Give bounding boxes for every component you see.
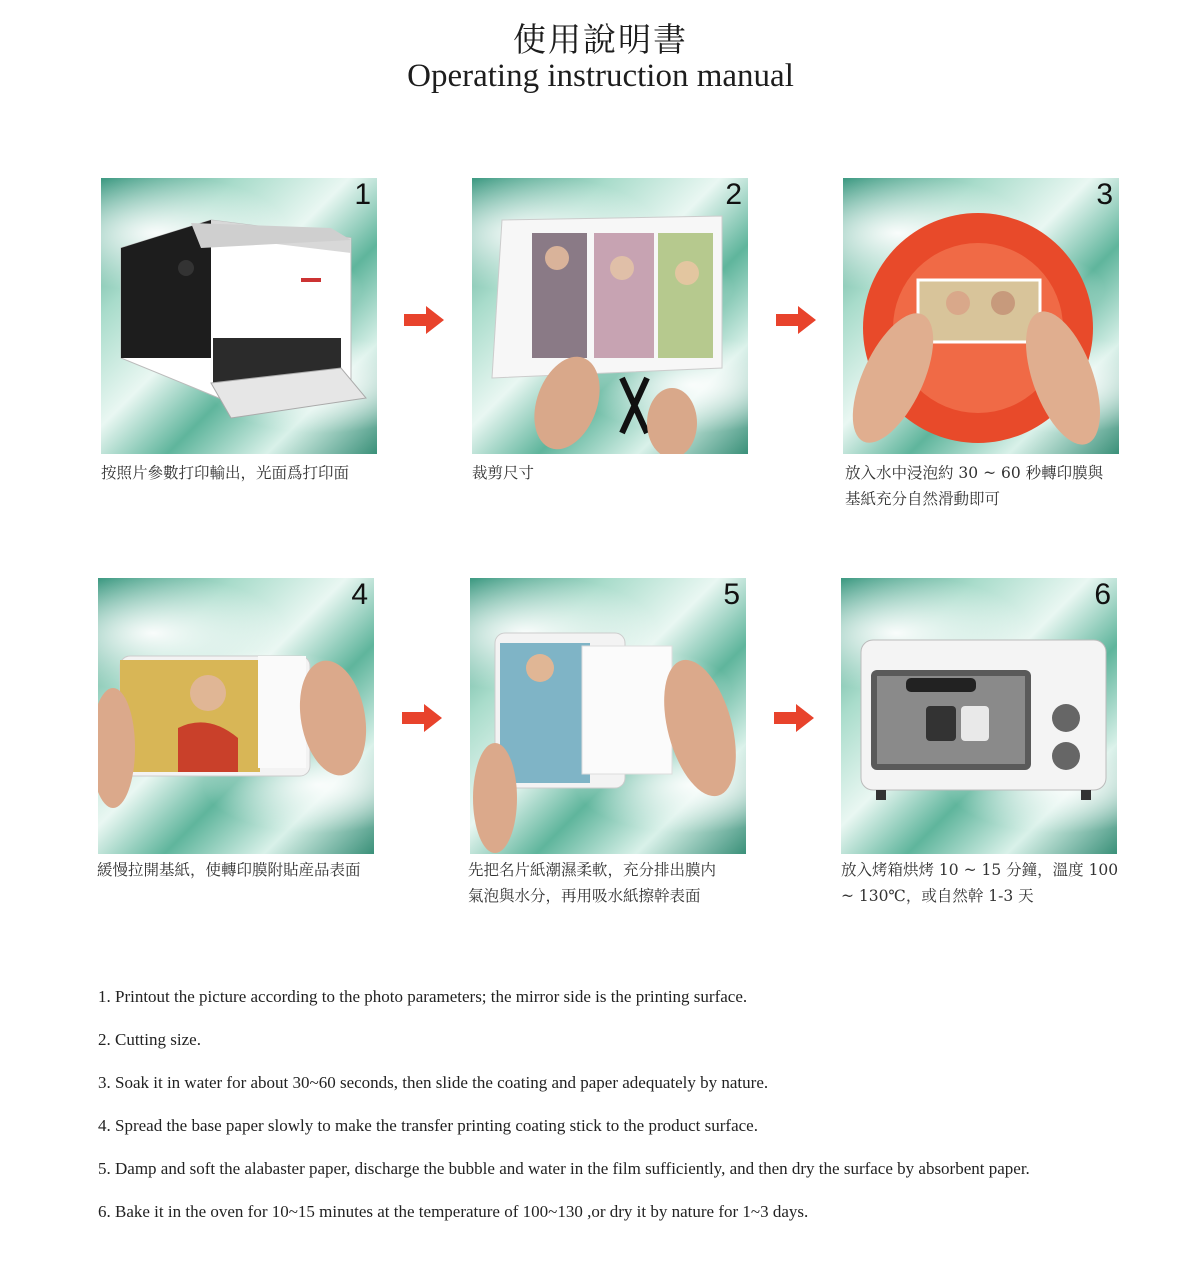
right-arrow-icon — [404, 306, 444, 334]
step-3-caption — [845, 460, 1135, 512]
mug-peel-illustration — [98, 578, 374, 854]
caption-line: ~ 130℃，或自然幹 1-3 天 — [841, 887, 1034, 905]
caption-line: 裁剪尺寸 — [472, 464, 535, 482]
step-6-photo — [841, 578, 1117, 854]
instruction-item: 4. Spread the base paper slowly to make the transfer printing coating stick to the product surface. — [98, 1116, 758, 1135]
step-2-photo — [472, 178, 748, 454]
caption-line: 氣泡與水分，再用吸水紙擦幹表面 — [468, 887, 701, 905]
step-1-caption — [101, 460, 391, 486]
step-6-caption — [841, 857, 1131, 909]
step-4-photo — [98, 578, 374, 854]
photo-sheet-illustration — [472, 178, 748, 454]
oven-illustration — [841, 578, 1117, 854]
step-1-photo — [101, 178, 377, 454]
right-arrow-icon — [774, 704, 814, 732]
water-plate-illustration — [843, 178, 1119, 454]
step-2-number: 2 — [725, 178, 742, 211]
instruction-item: 5. Damp and soft the alabaster paper, discharge the bubble and water in the film sufficiently, and then dry the surface by absorbent paper. — [98, 1159, 1030, 1178]
page-title-en: Operating instruction manual — [407, 58, 794, 94]
step-4-caption — [97, 857, 387, 883]
caption-line: 基紙充分自然滑動即可 — [845, 490, 1001, 508]
instructions-list — [98, 982, 1138, 1240]
right-arrow-icon — [776, 306, 816, 334]
step-5-caption — [468, 857, 758, 909]
step-5-number: 5 — [723, 578, 740, 611]
caption-line: 放入烤箱烘烤 10 ~ 15 分鐘，溫度 100 — [841, 861, 1119, 879]
caption-line: 按照片參數打印輸出，光面爲打印面 — [101, 464, 350, 482]
step-3-number: 3 — [1096, 178, 1113, 211]
instruction-item: 3. Soak it in water for about 30~60 seconds, then slide the coating and paper adequately by nature. — [98, 1073, 769, 1092]
step-2-caption — [472, 460, 762, 486]
mug-wipe-illustration — [470, 578, 746, 854]
caption-line: 先把名片紙潮濕柔軟，充分排出膜内 — [468, 861, 717, 879]
instruction-item: 6. Bake it in the oven for 10~15 minutes at the temperature of 100~130 ,or dry it by nature for 1~3 days. — [98, 1202, 809, 1221]
right-arrow-icon — [402, 704, 442, 732]
caption-line: 緩慢拉開基紙，使轉印膜附貼産品表面 — [97, 861, 361, 879]
step-6-number: 6 — [1094, 578, 1111, 611]
step-5-photo — [470, 578, 746, 854]
printer-illustration — [101, 178, 377, 454]
instruction-item: 2. Cutting size. — [98, 1030, 201, 1049]
instruction-item: 1. Printout the picture according to the photo parameters; the mirror side is the printing surface. — [98, 987, 748, 1006]
step-1-number: 1 — [354, 178, 371, 211]
step-3-photo — [843, 178, 1119, 454]
page-title-zh: 使用說明書 — [513, 20, 688, 59]
step-4-number: 4 — [351, 578, 368, 611]
caption-line: 放入水中浸泡約 30 ~ 60 秒轉印膜與 — [845, 464, 1104, 482]
